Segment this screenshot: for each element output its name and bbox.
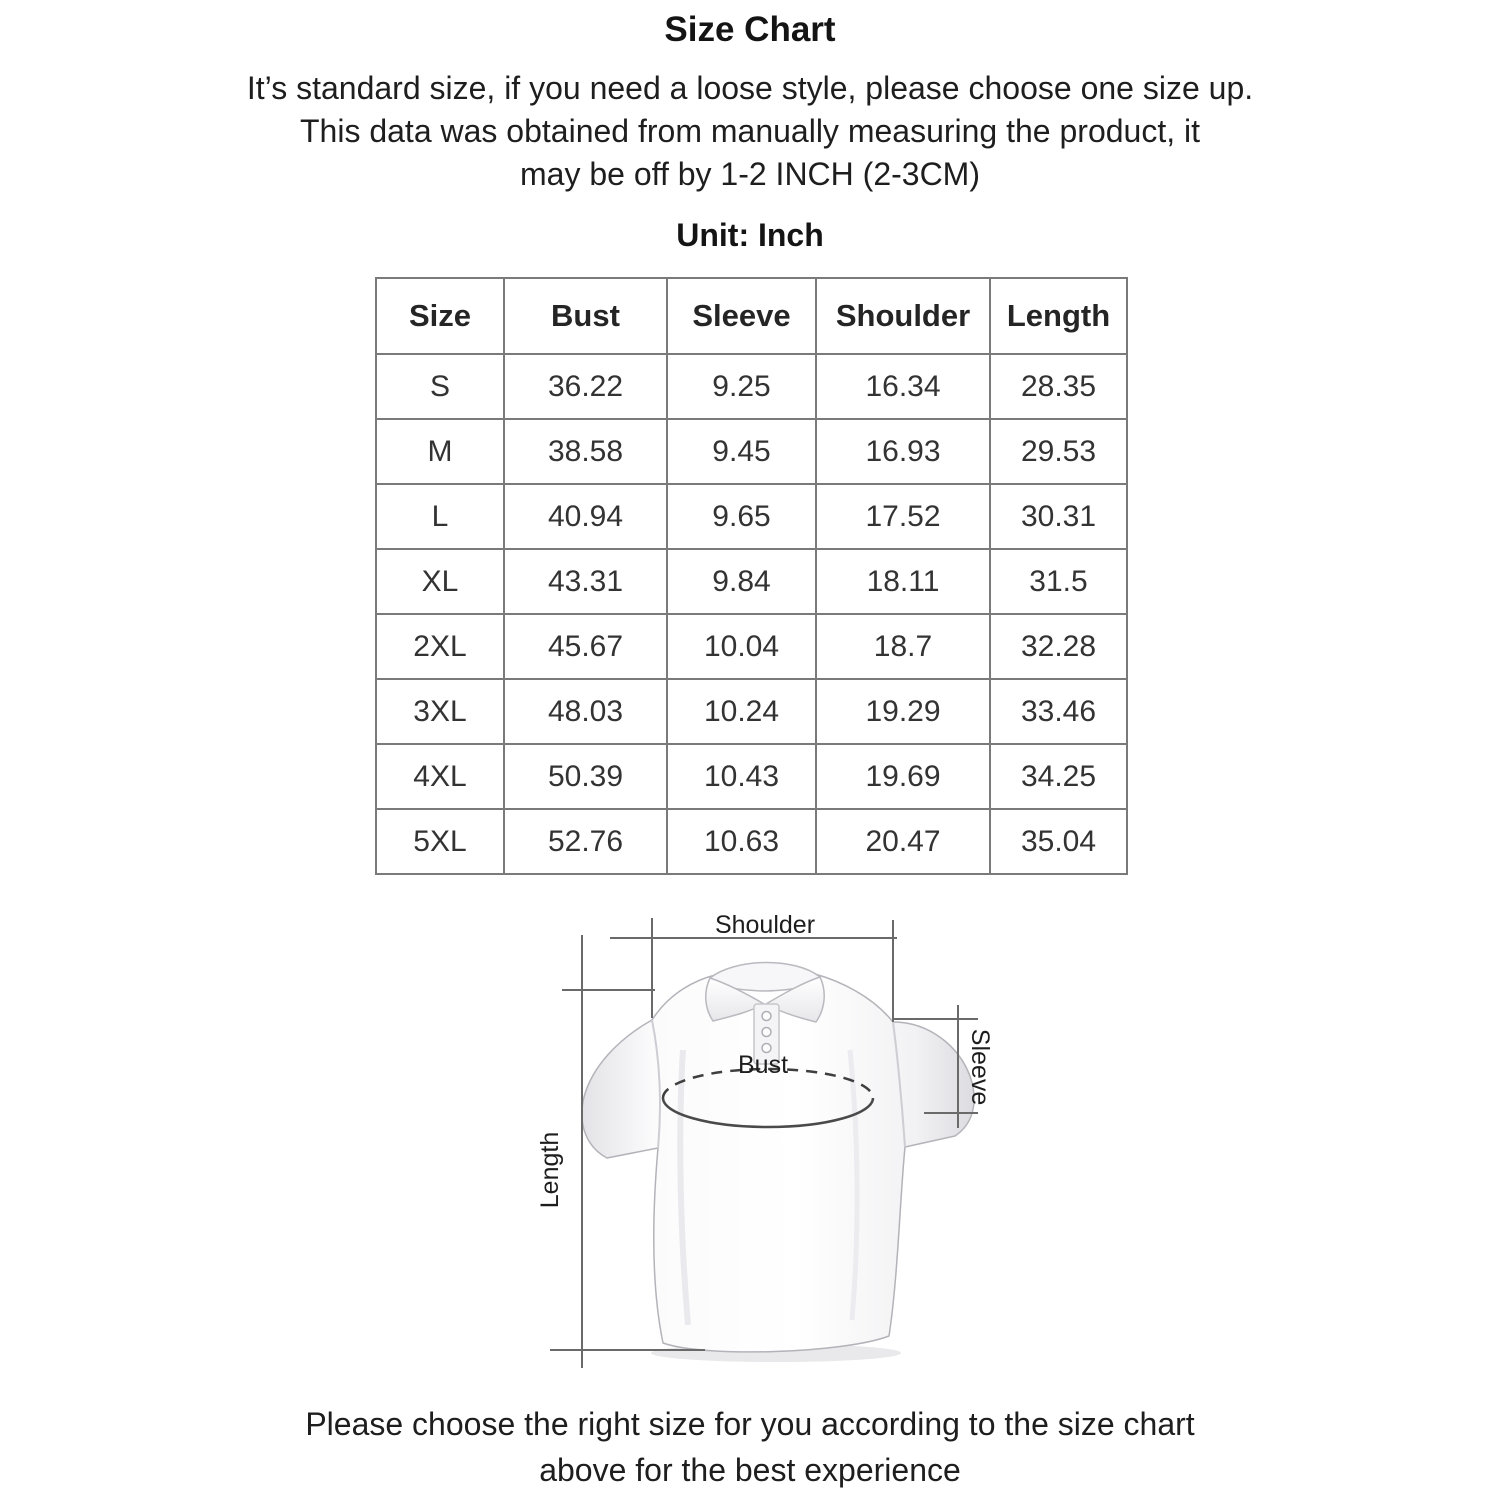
measurement-cell: 10.43 (667, 744, 816, 809)
measurement-cell: 43.31 (504, 549, 667, 614)
table-row (376, 614, 1127, 679)
measurement-cell: 10.63 (667, 809, 816, 874)
table-row (376, 809, 1127, 874)
measurement-cell: 35.04 (990, 809, 1127, 874)
measurement-cell: 18.7 (816, 614, 990, 679)
measurement-cell: 19.29 (816, 679, 990, 744)
sleeve-label: Sleeve (966, 1028, 994, 1106)
bust-label: Bust (737, 1051, 789, 1079)
page-title: Size Chart (664, 10, 836, 49)
measurement-cell: 10.24 (667, 679, 816, 744)
table-row (376, 419, 1127, 484)
column-header-length: Length (990, 278, 1127, 354)
measurement-cell: 30.31 (990, 484, 1127, 549)
footer-note (0, 1401, 1500, 1493)
polo-shirt-illustration (582, 962, 974, 1351)
table-row (376, 549, 1127, 614)
size-cell: M (376, 419, 504, 484)
button (762, 1012, 771, 1021)
measurement-cell: 9.25 (667, 354, 816, 419)
column-header-shoulder: Shoulder (816, 278, 990, 354)
size-cell: XL (376, 549, 504, 614)
table-header-row (376, 278, 1127, 354)
shoulder-label: Shoulder (714, 911, 816, 939)
measurement-cell: 18.11 (816, 549, 990, 614)
footer-line: Please choose the right size for you according to the size chart (305, 1406, 1195, 1442)
measurement-diagram (500, 895, 1060, 1395)
measurement-cell: 9.45 (667, 419, 816, 484)
measurement-cell: 40.94 (504, 484, 667, 549)
measurement-cell: 45.67 (504, 614, 667, 679)
measurement-cell: 20.47 (816, 809, 990, 874)
measurement-cell: 33.46 (990, 679, 1127, 744)
measurement-cell: 50.39 (504, 744, 667, 809)
size-cell: 5XL (376, 809, 504, 874)
size-cell: 4XL (376, 744, 504, 809)
size-cell: L (376, 484, 504, 549)
column-header-size: Size (376, 278, 504, 354)
size-cell: 2XL (376, 614, 504, 679)
footer-line: above for the best experience (539, 1452, 961, 1488)
measurement-cell: 48.03 (504, 679, 667, 744)
length-label: Length (536, 1131, 564, 1209)
table-row (376, 484, 1127, 549)
measurement-cell: 34.25 (990, 744, 1127, 809)
measurement-cell: 17.52 (816, 484, 990, 549)
measurement-cell: 16.34 (816, 354, 990, 419)
size-cell: S (376, 354, 504, 419)
table-row (376, 354, 1127, 419)
button (762, 1028, 771, 1037)
measurement-cell: 9.84 (667, 549, 816, 614)
column-header-bust: Bust (504, 278, 667, 354)
table-row (376, 744, 1127, 809)
measurement-cell: 52.76 (504, 809, 667, 874)
size-table (375, 277, 1128, 875)
measurement-cell: 32.28 (990, 614, 1127, 679)
measurement-cell: 19.69 (816, 744, 990, 809)
column-header-sleeve: Sleeve (667, 278, 816, 354)
size-cell: 3XL (376, 679, 504, 744)
description-line: It’s standard size, if you need a loose style, please choose one size up. (246, 70, 1254, 106)
measurement-cell: 28.35 (990, 354, 1127, 419)
measurement-cell: 38.58 (504, 419, 667, 484)
description-line: This data was obtained from manually measuring the product, it (299, 113, 1200, 149)
table-row (376, 679, 1127, 744)
measurement-cell: 29.53 (990, 419, 1127, 484)
measurement-cell: 9.65 (667, 484, 816, 549)
size-description (0, 67, 1500, 196)
description-line: may be off by 1-2 INCH (2-3CM) (520, 156, 980, 192)
measurement-cell: 31.5 (990, 549, 1127, 614)
measurement-cell: 10.04 (667, 614, 816, 679)
unit-label: Unit: Inch (676, 217, 824, 253)
size-table-body (376, 354, 1127, 874)
measurement-cell: 36.22 (504, 354, 667, 419)
measurement-cell: 16.93 (816, 419, 990, 484)
